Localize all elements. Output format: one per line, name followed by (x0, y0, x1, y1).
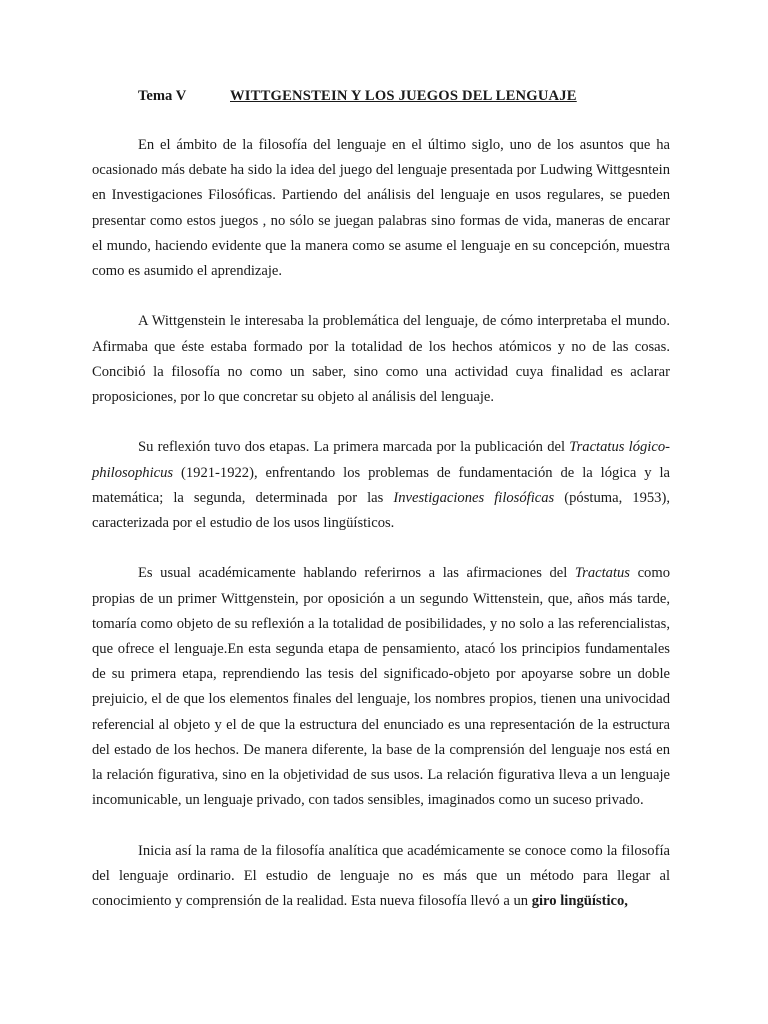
paragraph-3-text-1: Su reflexión tuvo dos etapas. La primera marcada por la publicación del (138, 439, 570, 456)
paragraph-4 (92, 561, 670, 813)
paragraph-5-text-1: Inicia así la rama de la filosofía analítica que académicamente se conoce como la filosofía del lenguaje ordinario. El estudio de lenguaje no es más que un método para llegar al conocimiento y comprensión de la realidad. Esta nueva filosofía llevó a un (92, 842, 670, 910)
paragraph-2: A Wittgenstein le interesaba la problemática del lenguaje, de cómo interpretaba el mundo. Afirmaba que éste estaba formado por la totalidad de los hechos atómicos y no de las cosas. Concibió la filosofía no como un saber, sino como una actividad cuya finalidad es aclarar proposiciones, por lo que concretar su objeto al análisis del lenguaje. (92, 313, 670, 406)
paragraph-4-text-1: Es usual académicamente hablando referirnos a las afirmaciones del (138, 565, 575, 582)
tractatus-title-italic: Tractatus lógico-philosophicus (92, 439, 670, 481)
paragraph-4-text-2: como propias de un primer Wittgenstein, por oposición a un segundo Wittenstein, que, años más tarde, tomaría como objeto de su reflexión a la totalidad de posibilidades, y no solo a las referencialistas, que ofrece el lenguaje.En esta segunda etapa de pensamiento, atacó los principios fundamentales de su primera etapa, reprendiendo las tesis del significado-objeto por apoyarse sobre un doble prejuicio, el de que los elementos finales del lenguaje, los nombres propios, tienen una univocidad referencial al objeto y el de que la estructura del enunciado es una representación de la estructura del estado de los hechos. De manera diferente, la base de la comprensión del lenguaje nos está en la relación figurativa, sino en la objetividad de sus usos. La relación figurativa lleva a un lenguaje incomunicable, un lenguaje privado, con tados sensibles, imaginados como un suceso privado. (92, 565, 670, 809)
document-title: WITTGENSTEIN Y LOS JUEGOS DEL LENGUAJE (230, 88, 577, 104)
investigaciones-title-italic: Investigaciones filosóficas (393, 489, 555, 506)
document-heading (138, 86, 708, 106)
paragraph-1: En el ámbito de la filosofía del lenguaje en el último siglo, uno de los asuntos que ha ocasionado más debate ha sido la idea del juego del lenguaje presentada por Ludwing Wittgesntein en Investigaciones Filosóficas. Partiendo del análisis del lenguaje en usos regulares, se pueden presentar como estos juegos , no sólo se juegan palabras sino formas de vida, maneras de encarar el mundo, haciendo evidente que la manera como se asume el lenguaje en su concepción, muestra como es asumido el aprendizaje. (92, 137, 670, 280)
topic-number: Tema V (138, 88, 187, 104)
paragraph-3 (92, 435, 670, 536)
tractatus-italic: Tractatus (574, 565, 630, 582)
paragraph-5 (92, 839, 670, 915)
giro-linguistico-bold: giro lingüístico, (531, 893, 628, 910)
document-body (92, 133, 670, 914)
paragraph-3-text-2: (1921-1922), enfrentando los problemas de fundamentación de la lógica y la matemática; la segunda, determinada por las (92, 464, 670, 506)
paragraph-3-text-3: (póstuma, 1953), caracterizada por el estudio de los usos lingüísticos. (92, 489, 670, 532)
